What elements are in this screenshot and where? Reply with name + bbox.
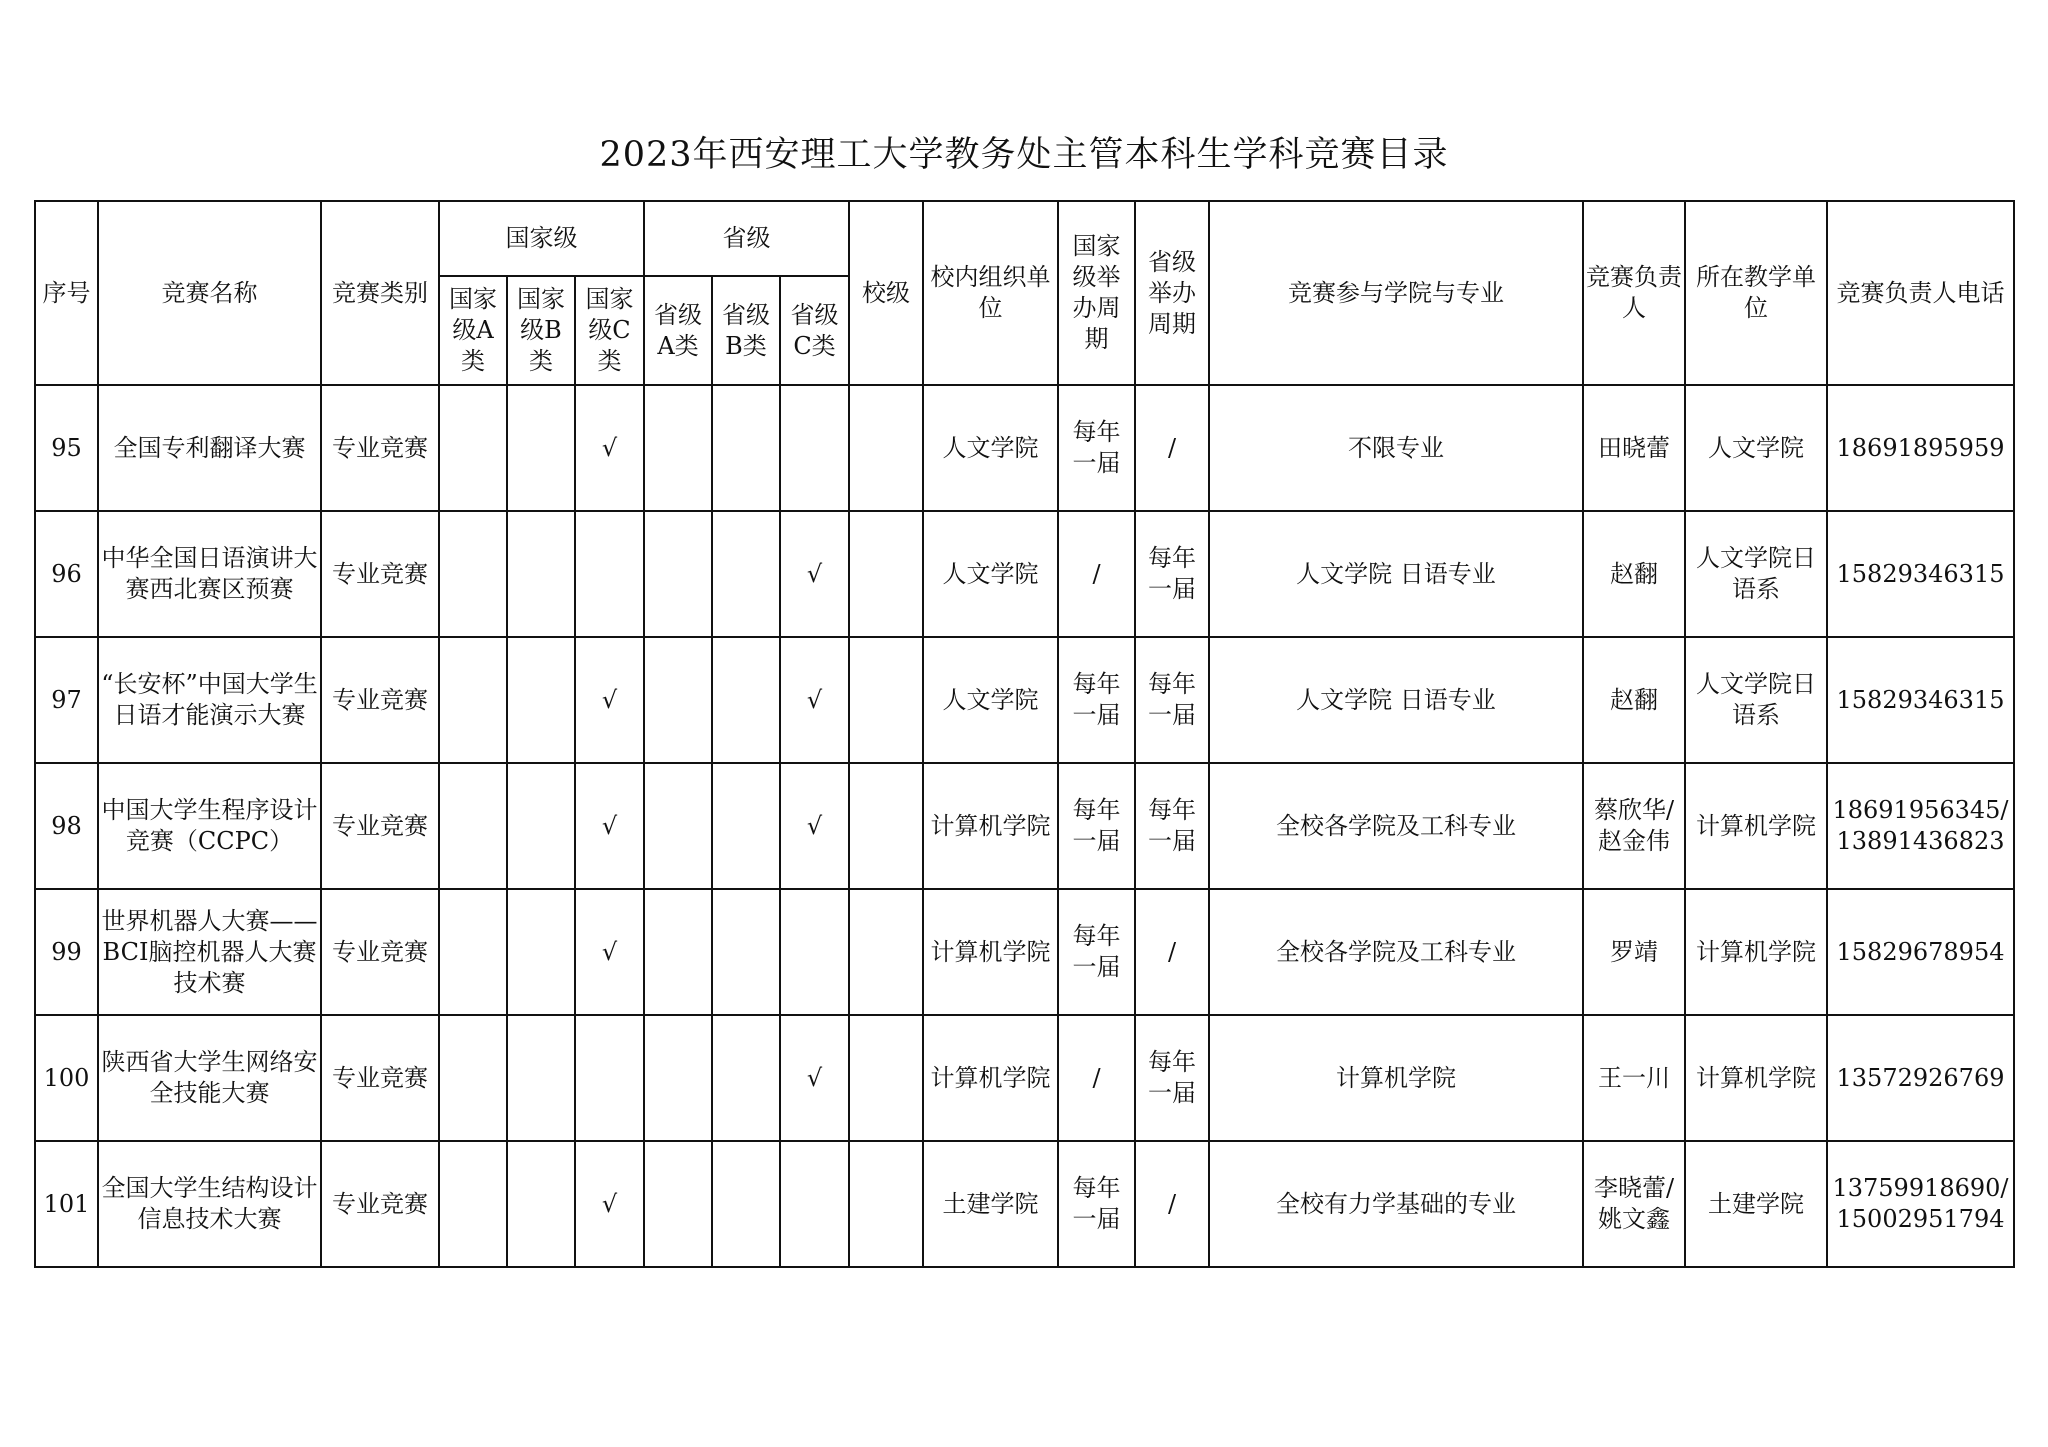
cell-national-a (439, 763, 507, 889)
cell-national-c (575, 511, 644, 637)
cell-org-unit: 计算机学院 (923, 1015, 1058, 1141)
cell-prov-c (780, 889, 849, 1015)
cell-national-c: √ (575, 385, 644, 511)
cell-teaching-unit: 土建学院 (1685, 1141, 1827, 1267)
header-seq: 序号 (35, 201, 98, 385)
cell-prov-c: √ (780, 637, 849, 763)
cell-prov-a (644, 511, 712, 637)
cell-phone: 13572926769 (1827, 1015, 2014, 1141)
cell-prov-a (644, 637, 712, 763)
cell-seq: 98 (35, 763, 98, 889)
cell-participants: 计算机学院 (1209, 1015, 1583, 1141)
cell-name: 陕西省大学生网络安全技能大赛 (98, 1015, 321, 1141)
cell-prov-cycle: / (1135, 889, 1209, 1015)
cell-national-cycle: 每年一届 (1058, 637, 1135, 763)
cell-prov-c (780, 1141, 849, 1267)
cell-leader: 李晓蕾/姚文鑫 (1583, 1141, 1685, 1267)
cell-prov-a (644, 385, 712, 511)
cell-phone: 15829346315 (1827, 511, 2014, 637)
cell-phone: 13759918690/15002951794 (1827, 1141, 2014, 1267)
header-name: 竞赛名称 (98, 201, 321, 385)
cell-national-c (575, 1015, 644, 1141)
cell-national-a (439, 385, 507, 511)
cell-school (849, 1015, 923, 1141)
table-row (35, 763, 2014, 889)
cell-teaching-unit: 计算机学院 (1685, 1015, 1827, 1141)
cell-national-cycle: 每年一届 (1058, 889, 1135, 1015)
cell-national-cycle: 每年一届 (1058, 1141, 1135, 1267)
cell-school (849, 1141, 923, 1267)
cell-school (849, 889, 923, 1015)
cell-national-cycle: / (1058, 1015, 1135, 1141)
cell-leader: 田晓蕾 (1583, 385, 1685, 511)
cell-national-cycle: 每年一届 (1058, 385, 1135, 511)
cell-national-c: √ (575, 889, 644, 1015)
cell-phone: 18691956345/13891436823 (1827, 763, 2014, 889)
header-org-unit: 校内组织单位 (923, 201, 1058, 385)
cell-national-a (439, 1015, 507, 1141)
table-row (35, 637, 2014, 763)
cell-seq: 99 (35, 889, 98, 1015)
cell-teaching-unit: 计算机学院 (1685, 889, 1827, 1015)
cell-leader: 赵翻 (1583, 637, 1685, 763)
cell-seq: 100 (35, 1015, 98, 1141)
cell-participants: 全校各学院及工科专业 (1209, 763, 1583, 889)
header-school: 校级 (849, 201, 923, 385)
cell-name: 中国大学生程序设计竞赛（CCPC） (98, 763, 321, 889)
cell-category: 专业竞赛 (321, 1141, 439, 1267)
cell-participants: 人文学院 日语专业 (1209, 511, 1583, 637)
cell-prov-b (712, 1141, 780, 1267)
cell-participants: 全校各学院及工科专业 (1209, 889, 1583, 1015)
table-row (35, 1015, 2014, 1141)
header-national-b: 国家级B类 (507, 276, 575, 385)
cell-category: 专业竞赛 (321, 1015, 439, 1141)
cell-prov-b (712, 637, 780, 763)
cell-leader: 蔡欣华/赵金伟 (1583, 763, 1685, 889)
cell-national-c: √ (575, 763, 644, 889)
cell-school (849, 511, 923, 637)
cell-name: 全国大学生结构设计信息技术大赛 (98, 1141, 321, 1267)
cell-seq: 95 (35, 385, 98, 511)
table-row (35, 1141, 2014, 1267)
cell-prov-b (712, 1015, 780, 1141)
cell-seq: 96 (35, 511, 98, 637)
cell-category: 专业竞赛 (321, 385, 439, 511)
cell-org-unit: 人文学院 (923, 385, 1058, 511)
cell-category: 专业竞赛 (321, 511, 439, 637)
cell-leader: 罗靖 (1583, 889, 1685, 1015)
cell-prov-cycle: 每年一届 (1135, 763, 1209, 889)
cell-org-unit: 计算机学院 (923, 763, 1058, 889)
cell-school (849, 763, 923, 889)
header-participants: 竞赛参与学院与专业 (1209, 201, 1583, 385)
cell-prov-a (644, 763, 712, 889)
header-prov-a: 省级A类 (644, 276, 712, 385)
cell-category: 专业竞赛 (321, 889, 439, 1015)
cell-national-b (507, 385, 575, 511)
cell-prov-cycle: / (1135, 1141, 1209, 1267)
cell-teaching-unit: 人文学院 (1685, 385, 1827, 511)
cell-prov-c (780, 385, 849, 511)
cell-prov-a (644, 1015, 712, 1141)
cell-participants: 人文学院 日语专业 (1209, 637, 1583, 763)
cell-national-a (439, 637, 507, 763)
cell-org-unit: 人文学院 (923, 637, 1058, 763)
header-teaching-unit: 所在教学单位 (1685, 201, 1827, 385)
cell-phone: 15829346315 (1827, 637, 2014, 763)
cell-seq: 101 (35, 1141, 98, 1267)
cell-org-unit: 土建学院 (923, 1141, 1058, 1267)
page-title: 2023年西安理工大学教务处主管本科生学科竞赛目录 (599, 135, 1449, 175)
cell-prov-a (644, 889, 712, 1015)
cell-national-c: √ (575, 1141, 644, 1267)
cell-prov-cycle: 每年一届 (1135, 1015, 1209, 1141)
table-row (35, 511, 2014, 637)
cell-org-unit: 人文学院 (923, 511, 1058, 637)
header-prov-cycle: 省级举办周期 (1135, 201, 1209, 385)
header-category: 竞赛类别 (321, 201, 439, 385)
cell-prov-cycle: / (1135, 385, 1209, 511)
cell-prov-b (712, 511, 780, 637)
cell-prov-b (712, 385, 780, 511)
cell-teaching-unit: 人文学院日语系 (1685, 511, 1827, 637)
header-phone: 竞赛负责人电话 (1827, 201, 2014, 385)
header-provincial: 省级 (644, 201, 849, 276)
cell-phone: 15829678954 (1827, 889, 2014, 1015)
cell-leader: 王一川 (1583, 1015, 1685, 1141)
cell-school (849, 637, 923, 763)
cell-national-b (507, 763, 575, 889)
cell-category: 专业竞赛 (321, 637, 439, 763)
cell-national-b (507, 511, 575, 637)
cell-leader: 赵翻 (1583, 511, 1685, 637)
cell-teaching-unit: 计算机学院 (1685, 763, 1827, 889)
cell-national-cycle: 每年一届 (1058, 763, 1135, 889)
cell-participants: 不限专业 (1209, 385, 1583, 511)
cell-prov-b (712, 889, 780, 1015)
cell-national-a (439, 889, 507, 1015)
header-national-cycle: 国家级举办周期 (1058, 201, 1135, 385)
cell-name: 全国专利翻译大赛 (98, 385, 321, 511)
header-national-a: 国家级A类 (439, 276, 507, 385)
header-row-1 (35, 201, 2014, 276)
cell-national-b (507, 1141, 575, 1267)
cell-participants: 全校有力学基础的专业 (1209, 1141, 1583, 1267)
cell-teaching-unit: 人文学院日语系 (1685, 637, 1827, 763)
cell-national-b (507, 637, 575, 763)
header-prov-b: 省级B类 (712, 276, 780, 385)
cell-name: 世界机器人大赛——BCI脑控机器人大赛技术赛 (98, 889, 321, 1015)
cell-prov-c: √ (780, 1015, 849, 1141)
table-row (35, 385, 2014, 511)
header-prov-c: 省级C类 (780, 276, 849, 385)
competition-table (34, 200, 2015, 1268)
cell-seq: 97 (35, 637, 98, 763)
cell-national-b (507, 889, 575, 1015)
cell-national-cycle: / (1058, 511, 1135, 637)
cell-national-a (439, 1141, 507, 1267)
cell-national-a (439, 511, 507, 637)
header-national-c: 国家级C类 (575, 276, 644, 385)
cell-prov-cycle: 每年一届 (1135, 637, 1209, 763)
table-row (35, 889, 2014, 1015)
cell-prov-c: √ (780, 763, 849, 889)
cell-prov-c: √ (780, 511, 849, 637)
cell-phone: 18691895959 (1827, 385, 2014, 511)
header-national: 国家级 (439, 201, 644, 276)
cell-prov-cycle: 每年一届 (1135, 511, 1209, 637)
cell-category: 专业竞赛 (321, 763, 439, 889)
cell-school (849, 385, 923, 511)
cell-prov-b (712, 763, 780, 889)
cell-national-b (507, 1015, 575, 1141)
cell-prov-a (644, 1141, 712, 1267)
header-leader: 竞赛负责人 (1583, 201, 1685, 385)
cell-org-unit: 计算机学院 (923, 889, 1058, 1015)
cell-national-c: √ (575, 637, 644, 763)
cell-name: “长安杯”中国大学生日语才能演示大赛 (98, 637, 321, 763)
cell-name: 中华全国日语演讲大赛西北赛区预赛 (98, 511, 321, 637)
